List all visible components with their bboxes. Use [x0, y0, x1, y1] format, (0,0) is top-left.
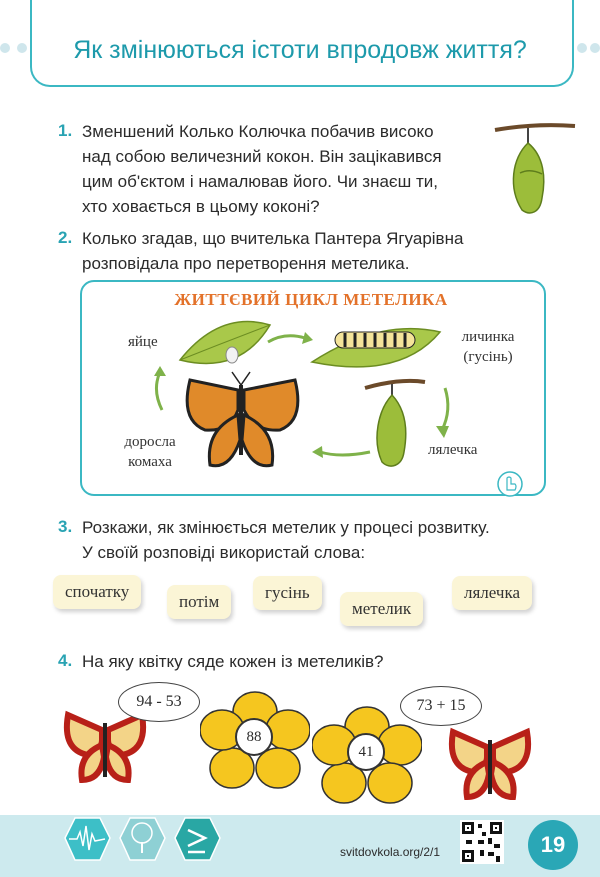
label-pupa: лялечка: [428, 442, 478, 458]
hand-pointer-icon: [496, 470, 524, 498]
butterfly-right: [445, 712, 535, 807]
expression-bubble-left: 94 - 53: [118, 682, 200, 722]
task-3-line: У своїй розповіді використай слова:: [82, 543, 366, 562]
footer-hex-icons: [55, 808, 245, 870]
flower-left-number: 88: [235, 718, 273, 756]
task-1-line: цим об'єктом і намалював його. Чи знаєш ти,: [82, 172, 438, 191]
life-cycle-title: ЖИТТЄВИЙ ЦИКЛ МЕТЕЛИКА: [174, 290, 448, 309]
label-larva-line: личинка: [461, 329, 515, 345]
task-3-line: Розкажи, як змінюється метелик у процесі розвитку.: [82, 518, 490, 537]
label-egg: яйце: [128, 334, 158, 350]
task-4-line: На яку квітку сяде кожен із метеликів?: [82, 652, 384, 671]
task-1-number: 1.: [58, 121, 73, 140]
flower-right-number: 41: [347, 733, 385, 771]
egg-on-leaf: [180, 322, 270, 364]
task-3-number: 3.: [58, 517, 73, 536]
task-3-text: [82, 515, 582, 565]
label-adult-line: комаха: [128, 454, 172, 470]
task-1-text: [82, 119, 502, 219]
page-number: 19: [528, 820, 578, 870]
expression-bubble-right: 73 + 15: [400, 686, 482, 726]
pupa-on-branch: [365, 381, 425, 466]
label-adult: [110, 432, 190, 472]
label-larva-line: (гусінь): [463, 349, 513, 365]
monarch-butterfly: [187, 372, 298, 466]
task-1-line: хто ховається в цьому коконі?: [82, 197, 320, 216]
word-card: метелик: [340, 592, 423, 626]
task-1-line: над собою величезний кокон. Він зацікавився: [82, 147, 442, 166]
task-2-text: [82, 226, 542, 276]
task-4-number: 4.: [58, 651, 73, 670]
footer-url[interactable]: svitdovkola.org/2/1: [340, 845, 441, 859]
sound-wave-icon: [65, 818, 110, 860]
greater-than-icon: [175, 818, 220, 860]
task-1-line: Зменшений Колько Колючка побачив високо: [82, 122, 434, 141]
label-larva: [448, 327, 528, 367]
word-card: потім: [167, 585, 231, 619]
word-card: спочатку: [53, 575, 141, 609]
caterpillar-on-leaf: [312, 329, 440, 367]
word-card: гусінь: [253, 576, 322, 610]
task-2-line: розповідала про перетворення метелика.: [82, 254, 410, 273]
tree-icon: [120, 818, 165, 860]
word-card: лялечка: [452, 576, 532, 610]
page-title: Як змінюються істоти впродовж життя?: [73, 36, 527, 64]
task-4-text: [82, 649, 542, 674]
label-adult-line: доросла: [124, 434, 176, 450]
task-2-number: 2.: [58, 228, 73, 247]
task-2-line: Колько згадав, що вчителька Пантера Ягуарівна: [82, 229, 464, 248]
qr-code-icon[interactable]: [460, 820, 504, 864]
cocoon-illustration: [490, 118, 580, 218]
